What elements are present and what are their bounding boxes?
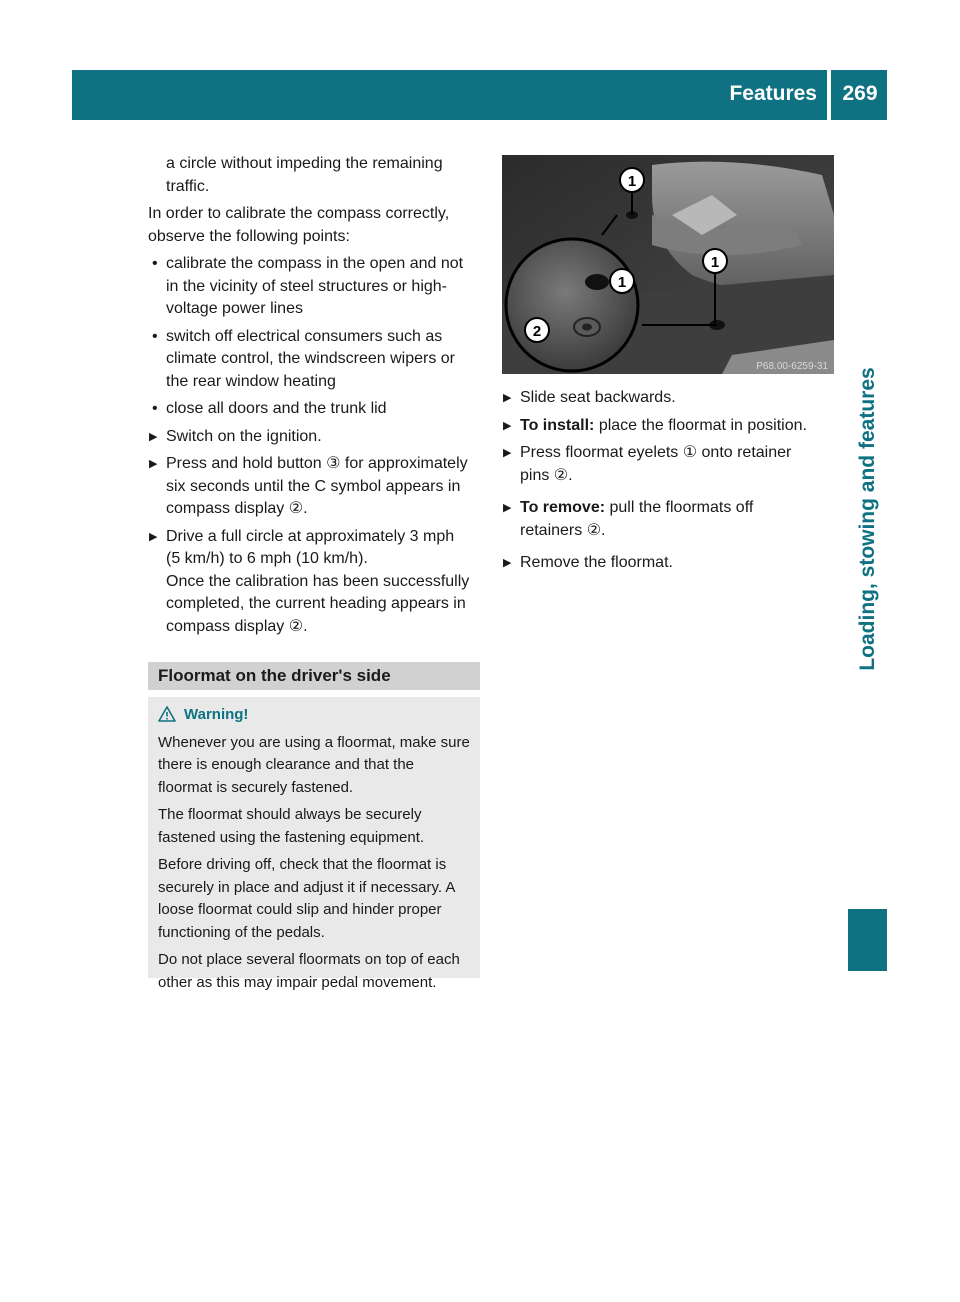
svg-text:1: 1 bbox=[710, 254, 720, 271]
text-line: in the vicinity of steel structures or high- bbox=[166, 277, 448, 295]
text-line: observe the following points: bbox=[148, 227, 350, 245]
text-line: Drive a full circle at approximately 3 mph bbox=[166, 527, 455, 545]
step-item bbox=[502, 552, 834, 575]
page-number: 269 bbox=[842, 82, 878, 105]
text-line: Switch on the ignition. bbox=[166, 427, 322, 445]
step-arrow-icon: ▶ bbox=[503, 502, 512, 514]
step-arrow-icon: ▶ bbox=[149, 530, 158, 543]
text-line bbox=[520, 497, 834, 520]
callout-1 bbox=[703, 249, 727, 273]
step-item bbox=[502, 415, 834, 438]
warning-title bbox=[158, 704, 476, 727]
warning-paragraph bbox=[158, 854, 476, 944]
bullet-item bbox=[148, 398, 482, 421]
text-line bbox=[520, 415, 834, 438]
header-divider bbox=[827, 70, 831, 120]
text-line: retainers ②. bbox=[520, 521, 606, 539]
svg-text:1: 1 bbox=[617, 274, 627, 291]
text-line: climate control, the windscreen wipers or bbox=[166, 350, 456, 367]
text-line: completed, the current heading appears in bbox=[166, 595, 466, 612]
text-line: Press and hold button ③ for approximately bbox=[166, 455, 468, 472]
text-line: Do not place several floormats on top of each bbox=[158, 951, 460, 968]
step-arrow-icon: ▶ bbox=[503, 447, 512, 459]
text-line: six seconds until the C symbol appears in bbox=[166, 477, 461, 495]
text-line: functioning of the pedals. bbox=[158, 923, 325, 941]
text-line: there is enough clearance and that the bbox=[158, 756, 415, 773]
bold-label: To remove: bbox=[520, 499, 606, 516]
side-tab-label-area bbox=[848, 124, 887, 914]
step-item bbox=[502, 442, 834, 487]
callout-1 bbox=[610, 269, 634, 293]
header-bar bbox=[72, 70, 887, 120]
chapter-title: Features bbox=[729, 82, 817, 105]
step-item bbox=[502, 387, 834, 410]
section-heading bbox=[148, 662, 480, 690]
step-item bbox=[148, 526, 482, 639]
text-line: fastened using the fastening equipment. bbox=[158, 828, 425, 846]
bullet-icon: • bbox=[152, 400, 158, 417]
text-span: place the floormat in position. bbox=[594, 416, 807, 434]
step-arrow-icon: ▶ bbox=[149, 430, 158, 443]
section-title: Floormat on the driver's side bbox=[158, 666, 391, 685]
text-line: calibrate the compass in the open and not bbox=[166, 255, 464, 272]
step-arrow-icon: ▶ bbox=[503, 419, 512, 432]
bullet-item bbox=[148, 326, 482, 394]
text-line: traffic. bbox=[166, 177, 210, 195]
text-line: voltage power lines bbox=[166, 300, 303, 317]
bullet-icon: • bbox=[152, 255, 158, 272]
floormat-photo bbox=[502, 155, 834, 374]
svg-text:1: 1 bbox=[627, 173, 637, 190]
text-line: Whenever you are using a floormat, make sure bbox=[158, 733, 470, 751]
text-line: compass display ②. bbox=[166, 500, 308, 517]
bullet-icon: • bbox=[152, 327, 158, 345]
text-line: the rear window heating bbox=[166, 372, 336, 390]
text-line: In order to calibrate the compass correctly, bbox=[148, 205, 450, 222]
step-item bbox=[148, 426, 482, 449]
magnifier-circle bbox=[506, 239, 638, 371]
text-line: pins ②. bbox=[520, 466, 573, 484]
warning-box bbox=[148, 697, 480, 991]
text-line: close all doors and the trunk lid bbox=[166, 400, 387, 417]
right-column bbox=[502, 387, 834, 575]
warning-triangle-icon bbox=[158, 706, 176, 722]
step-arrow-icon: ▶ bbox=[503, 392, 512, 404]
warning-paragraph bbox=[158, 949, 476, 994]
eyelet bbox=[585, 274, 609, 290]
text-line: floormat is securely fastened. bbox=[158, 778, 354, 796]
bold-label: To install: bbox=[520, 416, 595, 434]
callout-2 bbox=[525, 318, 549, 342]
text-line: Slide seat backwards. bbox=[520, 389, 676, 406]
warning-paragraph bbox=[158, 804, 476, 849]
svg-text:2: 2 bbox=[532, 323, 542, 340]
text-line: Before driving off, check that the floormat is bbox=[158, 856, 447, 873]
left-column bbox=[148, 153, 482, 638]
text-line: Once the calibration has been successfully bbox=[166, 572, 470, 590]
side-tab bbox=[848, 124, 887, 1144]
step-arrow-icon: ▶ bbox=[503, 557, 512, 569]
step-arrow-icon: ▶ bbox=[149, 458, 158, 470]
warning-title-text: Warning! bbox=[184, 706, 249, 723]
text-line: a circle without impeding the remaining bbox=[166, 155, 443, 172]
text-line: Remove the floormat. bbox=[520, 554, 673, 571]
bullet-item bbox=[148, 253, 482, 321]
callout-1 bbox=[620, 168, 644, 192]
text-span: pull the floormats off bbox=[605, 499, 754, 516]
text-line: compass display ②. bbox=[166, 617, 308, 635]
text-line: other as this may impair pedal movement. bbox=[158, 973, 437, 991]
text-line: securely in place and adjust it if necessary. A bbox=[158, 878, 456, 896]
warning-paragraph bbox=[158, 732, 476, 800]
step-item bbox=[502, 497, 834, 542]
text-line: loose floormat could slip and hinder proper bbox=[158, 901, 442, 918]
text-line: switch off electrical consumers such as bbox=[166, 327, 443, 345]
side-tab-label: Loading, stowing and features bbox=[855, 367, 879, 671]
text-line: Press floormat eyelets ① onto retainer bbox=[520, 444, 792, 461]
text-line: (5 km/h) to 6 mph (10 km/h). bbox=[166, 550, 368, 567]
text-line: The floormat should always be securely bbox=[158, 806, 422, 823]
step-item bbox=[148, 453, 482, 521]
figure-code: P68.00-6259-31 bbox=[756, 361, 828, 372]
retainer-hole bbox=[582, 324, 592, 331]
floormat-figure bbox=[502, 155, 834, 374]
side-tab-marker bbox=[848, 909, 887, 971]
